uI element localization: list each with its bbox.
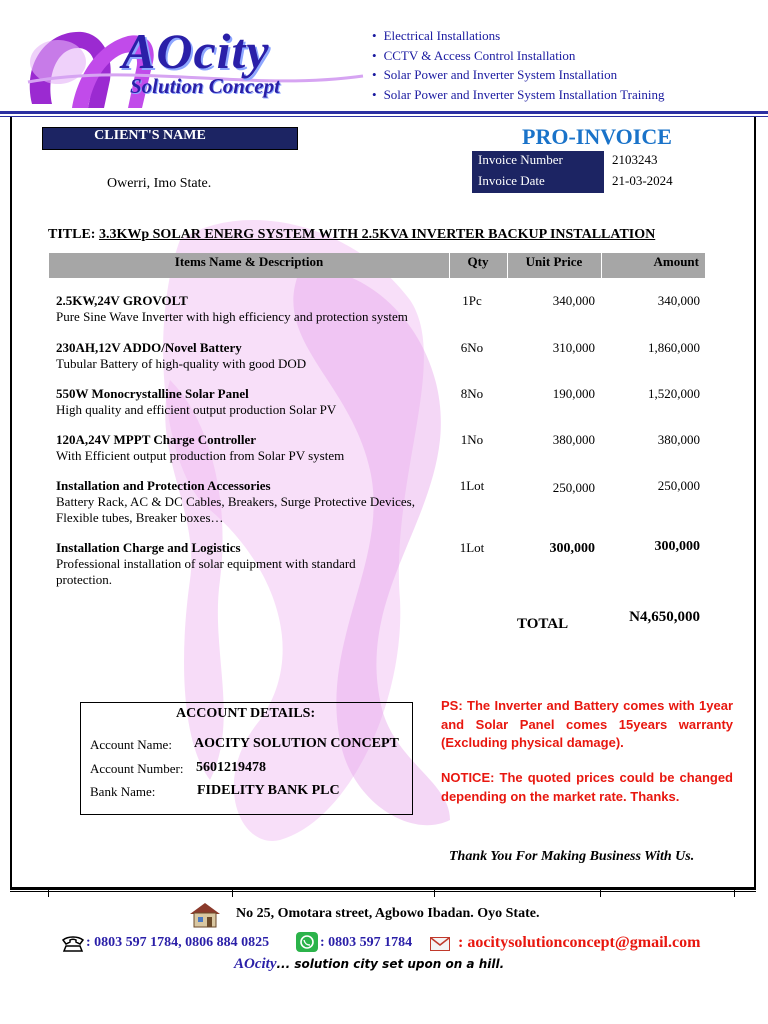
frame-tick [232,889,233,897]
item-name: 230AH,12V ADDO/Novel Battery [56,340,242,355]
company-address: No 25, Omotara street, Agbowo Ibadan. Oyo State. [236,906,540,921]
item-amount: 250,000 [657,478,700,493]
whatsapp-number: : 0803 597 1784 [320,935,413,950]
tagline-text: ... solution city set upon on a hill. [276,957,505,971]
item-qty: 1Pc [462,293,482,308]
item-name: 2.5KW,24V GROVOLT [56,293,188,308]
item-qty: 1Lot [459,540,485,555]
company-tagline [234,956,504,973]
phone-icon [60,936,86,952]
warranty-note: PS: The Inverter and Battery comes with 1year and Solar Panel comes 15years warranty (Excluding physical damage). [441,698,733,750]
invoice-date: 21-03-2024 [612,173,673,188]
item-unit-price: 300,000 [549,541,595,556]
col-header-unit-price: Unit Price [525,254,583,269]
service-item: • Solar Power and Inverter System Installation Training [372,85,664,105]
item-qty: 1Lot [459,478,485,493]
item-description: Tubular Battery of high-quality with good DOD [56,356,307,371]
header-rule [0,111,768,114]
frame-tick [48,889,49,897]
item-unit-price: 340,000 [552,293,595,308]
item-amount: 1,860,000 [648,340,700,355]
client-name-header: CLIENT'S NAME [42,127,298,150]
account-name-label: Account Name: [90,737,172,752]
frame-tick [734,889,735,897]
frame-tick [600,889,601,897]
account-details-heading: ACCOUNT DETAILS: [176,706,316,721]
item-name: Installation and Protection Accessories [56,478,271,493]
item-unit-price: 250,000 [552,480,595,495]
item-amount: 300,000 [654,539,700,554]
item-amount: 1,520,000 [648,386,700,401]
document-heading: PRO-INVOICE [522,124,672,149]
item-amount: 340,000 [657,293,700,308]
total-label: TOTAL [517,616,569,632]
thank-you-message: Thank You For Making Business With Us. [449,849,695,864]
service-item: • Electrical Installations [372,26,664,46]
item-unit-price: 190,000 [552,386,595,401]
item-qty: 8No [460,386,484,401]
item-name: 550W Monocrystalline Solar Panel [56,386,249,401]
invoice-title [48,227,655,243]
item-unit-price: 310,000 [552,340,595,355]
client-address: Owerri, Imo State. [107,176,212,191]
frame-tick [434,889,435,897]
services-list [372,26,664,104]
title-text: 3.3KWp SOLAR ENERG SYSTEM WITH 2.5KVA INVERTER BACKUP INSTALLATION [98,227,656,242]
mail-icon [430,937,450,951]
brand-name: AOcity [122,23,270,79]
item-description: With Efficient output production from Solar PV system [56,448,345,463]
item-description: High quality and efficient output production Solar PV [56,402,337,417]
service-item: • Solar Power and Inverter System Installation [372,65,664,85]
col-header-qty: Qty [467,254,489,269]
invoice-frame-bottom [10,889,756,892]
brand-subtitle: Solution Concept [130,74,280,98]
col-header-item: Items Name & Description [174,254,324,269]
house-icon [188,901,222,929]
item-description: Professional installation of solar equipment with standard protection. [56,556,356,587]
item-description: Pure Sine Wave Inverter with high efficiency and protection system [56,309,408,324]
bank-name: FIDELITY BANK PLC [197,783,340,798]
item-name: 120A,24V MPPT Charge Controller [56,432,257,447]
phone-numbers: : 0803 597 1784, 0806 884 0825 [86,935,270,950]
item-name: Installation Charge and Logistics [56,540,241,555]
company-email: : aocitysolutionconcept@gmail.com [458,934,701,951]
account-number: 5601219478 [196,760,266,775]
account-name: AOCITY SOLUTION CONCEPT [194,736,399,751]
total-value: N4,650,000 [629,609,700,625]
invoice-date-label: Invoice Date [472,172,604,193]
invoice-number-label: Invoice Number [472,151,604,172]
price-notice: NOTICE: The quoted prices could be changed depending on the market rate. Thanks. [441,770,733,804]
account-number-label: Account Number: [90,761,184,776]
item-qty: 1No [460,432,484,447]
bank-name-label: Bank Name: [90,784,156,799]
item-qty: 6No [460,340,484,355]
item-description: Battery Rack, AC & DC Cables, Breakers, Surge Protective Devices, Flexible tubes, Breaker boxes… [56,494,415,525]
col-header-amount: Amount [653,254,699,269]
service-item: • CCTV & Access Control Installation [372,46,664,66]
tagline-brand: AOcity [234,956,277,972]
invoice-number: 2103243 [612,152,658,167]
item-unit-price: 380,000 [552,432,595,447]
item-amount: 380,000 [657,432,700,447]
whatsapp-icon [296,932,318,952]
title-prefix: TITLE: [48,227,96,242]
